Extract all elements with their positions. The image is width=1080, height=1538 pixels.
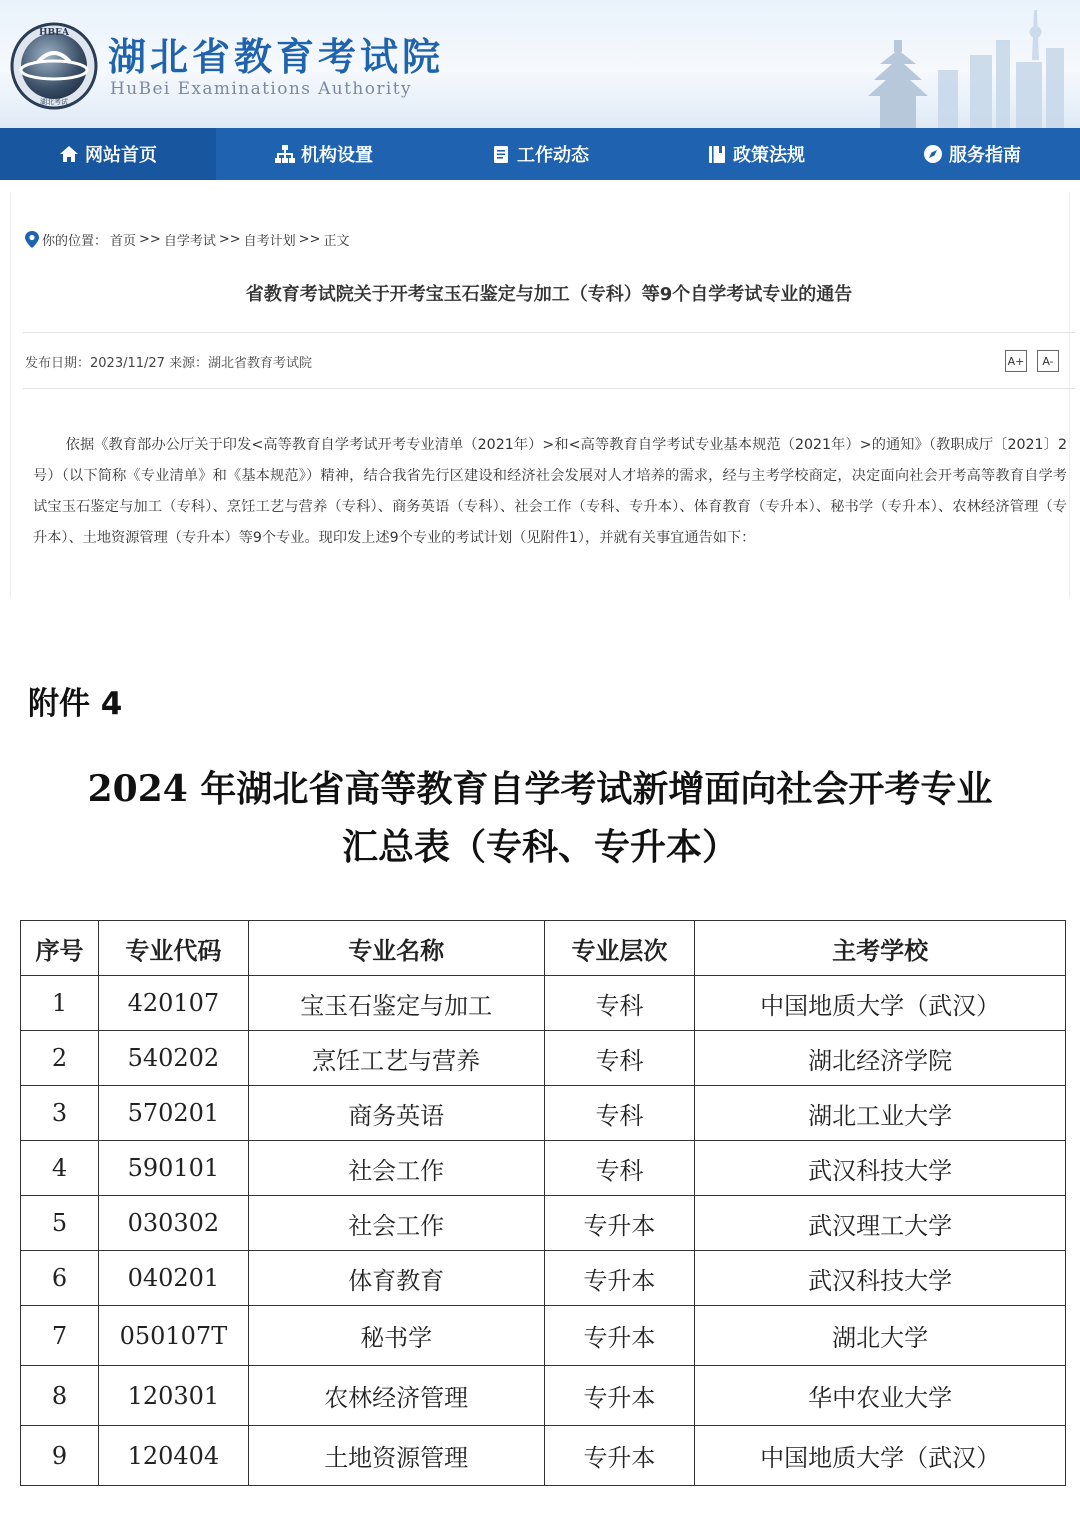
table-header-row [21,921,1066,976]
cell-index: 5 [21,1196,99,1251]
cell-level: 专升本 [544,1196,695,1251]
cell-level: 专升本 [544,1251,695,1306]
cell-level: 专科 [544,1141,695,1196]
nav-service[interactable] [864,128,1080,180]
cell-major: 社会工作 [248,1141,544,1196]
nav-organization[interactable] [216,128,432,180]
cell-level: 专升本 [544,1306,695,1366]
nav-news-label: 工作动态 [517,145,589,166]
cell-code: 540202 [98,1031,248,1086]
svg-text:HBEA: HBEA [39,28,69,38]
site-subtitle: HuBei Examinations Authority [110,79,412,99]
cell-school: 湖北经济学院 [695,1031,1066,1086]
breadcrumb-prefix: 你的位置： [42,234,108,249]
book-icon [707,144,727,164]
cell-major: 宝玉石鉴定与加工 [248,976,544,1031]
cell-code: 570201 [98,1086,248,1141]
major-summary-table [20,920,1066,1486]
font-size-controls [1005,350,1059,372]
cell-code: 030302 [98,1196,248,1251]
header-school: 主考学校 [695,921,1066,976]
header-level: 专业层次 [544,921,695,976]
cell-index: 2 [21,1031,99,1086]
site-header-banner [0,0,1080,128]
header-index: 序号 [21,921,99,976]
cell-school: 湖北大学 [695,1306,1066,1366]
hbea-logo-icon[interactable] [10,22,98,110]
document-icon [491,144,511,164]
table-row [21,1251,1066,1306]
font-decrease-button[interactable]: A- [1037,350,1059,372]
nav-organization-label: 机构设置 [301,145,373,166]
cell-index: 3 [21,1086,99,1141]
cell-level: 专科 [544,976,695,1031]
cell-major: 社会工作 [248,1196,544,1251]
attachment-title-line2: 汇总表（专科、专升本） [341,826,738,868]
cell-index: 8 [21,1366,99,1426]
cell-major: 农林经济管理 [248,1366,544,1426]
cell-major: 体育教育 [248,1251,544,1306]
cell-code: 040201 [98,1251,248,1306]
cell-index: 7 [21,1306,99,1366]
cell-code: 590101 [98,1141,248,1196]
cell-code: 050107T [98,1306,248,1366]
breadcrumb [25,230,349,249]
cell-school: 武汉科技大学 [695,1251,1066,1306]
attachment-title [0,760,1080,876]
site-title: 湖北省教育考试院 [108,34,445,79]
breadcrumb-separator: >> [298,232,321,247]
table-row [21,1366,1066,1426]
nav-service-label: 服务指南 [949,145,1021,166]
attachment-label: 附件 4 [28,686,123,722]
cell-index: 4 [21,1141,99,1196]
nav-news[interactable] [432,128,648,180]
divider [23,332,1075,333]
breadcrumb-plan[interactable]: 自考计划 [243,234,296,249]
cell-level: 专升本 [544,1426,695,1486]
cell-code: 420107 [98,976,248,1031]
divider [23,388,1075,389]
cell-index: 9 [21,1426,99,1486]
cell-school: 湖北工业大学 [695,1086,1066,1141]
header-major: 专业名称 [248,921,544,976]
cell-major: 土地资源管理 [248,1426,544,1486]
nav-home[interactable] [0,128,216,180]
cell-index: 1 [21,976,99,1031]
nav-policy[interactable] [648,128,864,180]
header-code: 专业代码 [98,921,248,976]
main-nav [0,128,1080,180]
city-skyline-decoration [820,0,1080,128]
org-chart-icon [275,144,295,164]
location-pin-icon [25,231,39,248]
cell-major: 烹饪工艺与营养 [248,1031,544,1086]
cell-level: 专升本 [544,1366,695,1426]
cell-school: 华中农业大学 [695,1366,1066,1426]
compass-icon [923,144,943,164]
table-row [21,1086,1066,1141]
cell-school: 武汉科技大学 [695,1141,1066,1196]
cell-index: 6 [21,1251,99,1306]
attachment-title-line1: 2024 年湖北省高等教育自学考试新增面向社会开考专业 [87,768,993,810]
table-row [21,976,1066,1031]
cell-code: 120301 [98,1366,248,1426]
article-body: 依据《教育部办公厅关于印发<高等教育自学考试开考专业清单（2021年）>和<高等教育自学考试专业基本规范（2021年）>的通知》（教职成厅〔2021〕2号）（以下简称《专业清单》和《基本规范》）精神，结合我省先行区建设和经济社会发展对人才培养的需求，经与主考学校商定，决定面向社会开考高等教育自学考试宝玉石鉴定与加工（专科）、烹饪工艺与营养（专科）、商务英语（专科）、社会工作（专科、专升本）、体育教育（专升本）、秘书学（专升本）、农林经济管理（专升本）、土地资源管理（专升本）等9个专业。现印发上述9个专业的考试计划（见附件1），并就有关事宜通告如下： [33,437,1067,546]
cell-level: 专科 [544,1086,695,1141]
article-panel [10,192,1070,598]
article-meta: 发布日期：2023/11/27 来源：湖北省教育考试院 [25,356,313,371]
font-increase-button[interactable]: A+ [1005,350,1027,372]
svg-text:湖北考试: 湖北考试 [40,98,68,106]
cell-code: 120404 [98,1426,248,1486]
breadcrumb-home[interactable]: 首页 [110,234,137,249]
article-title: 省教育考试院关于开考宝玉石鉴定与加工（专科）等9个自学考试专业的通告 [245,284,853,305]
nav-policy-label: 政策法规 [733,145,805,166]
table-row [21,1426,1066,1486]
cell-school: 中国地质大学（武汉） [695,1426,1066,1486]
home-icon [59,144,79,164]
cell-school: 中国地质大学（武汉） [695,976,1066,1031]
breadcrumb-self-study[interactable]: 自学考试 [163,234,216,249]
cell-major: 秘书学 [248,1306,544,1366]
nav-home-label: 网站首页 [85,145,157,166]
table-row [21,1306,1066,1366]
breadcrumb-separator: >> [218,232,241,247]
table-row [21,1031,1066,1086]
breadcrumb-current: 正文 [323,234,350,249]
table-row [21,1196,1066,1251]
table-row [21,1141,1066,1196]
cell-level: 专科 [544,1031,695,1086]
cell-major: 商务英语 [248,1086,544,1141]
cell-school: 武汉理工大学 [695,1196,1066,1251]
breadcrumb-separator: >> [139,232,161,247]
